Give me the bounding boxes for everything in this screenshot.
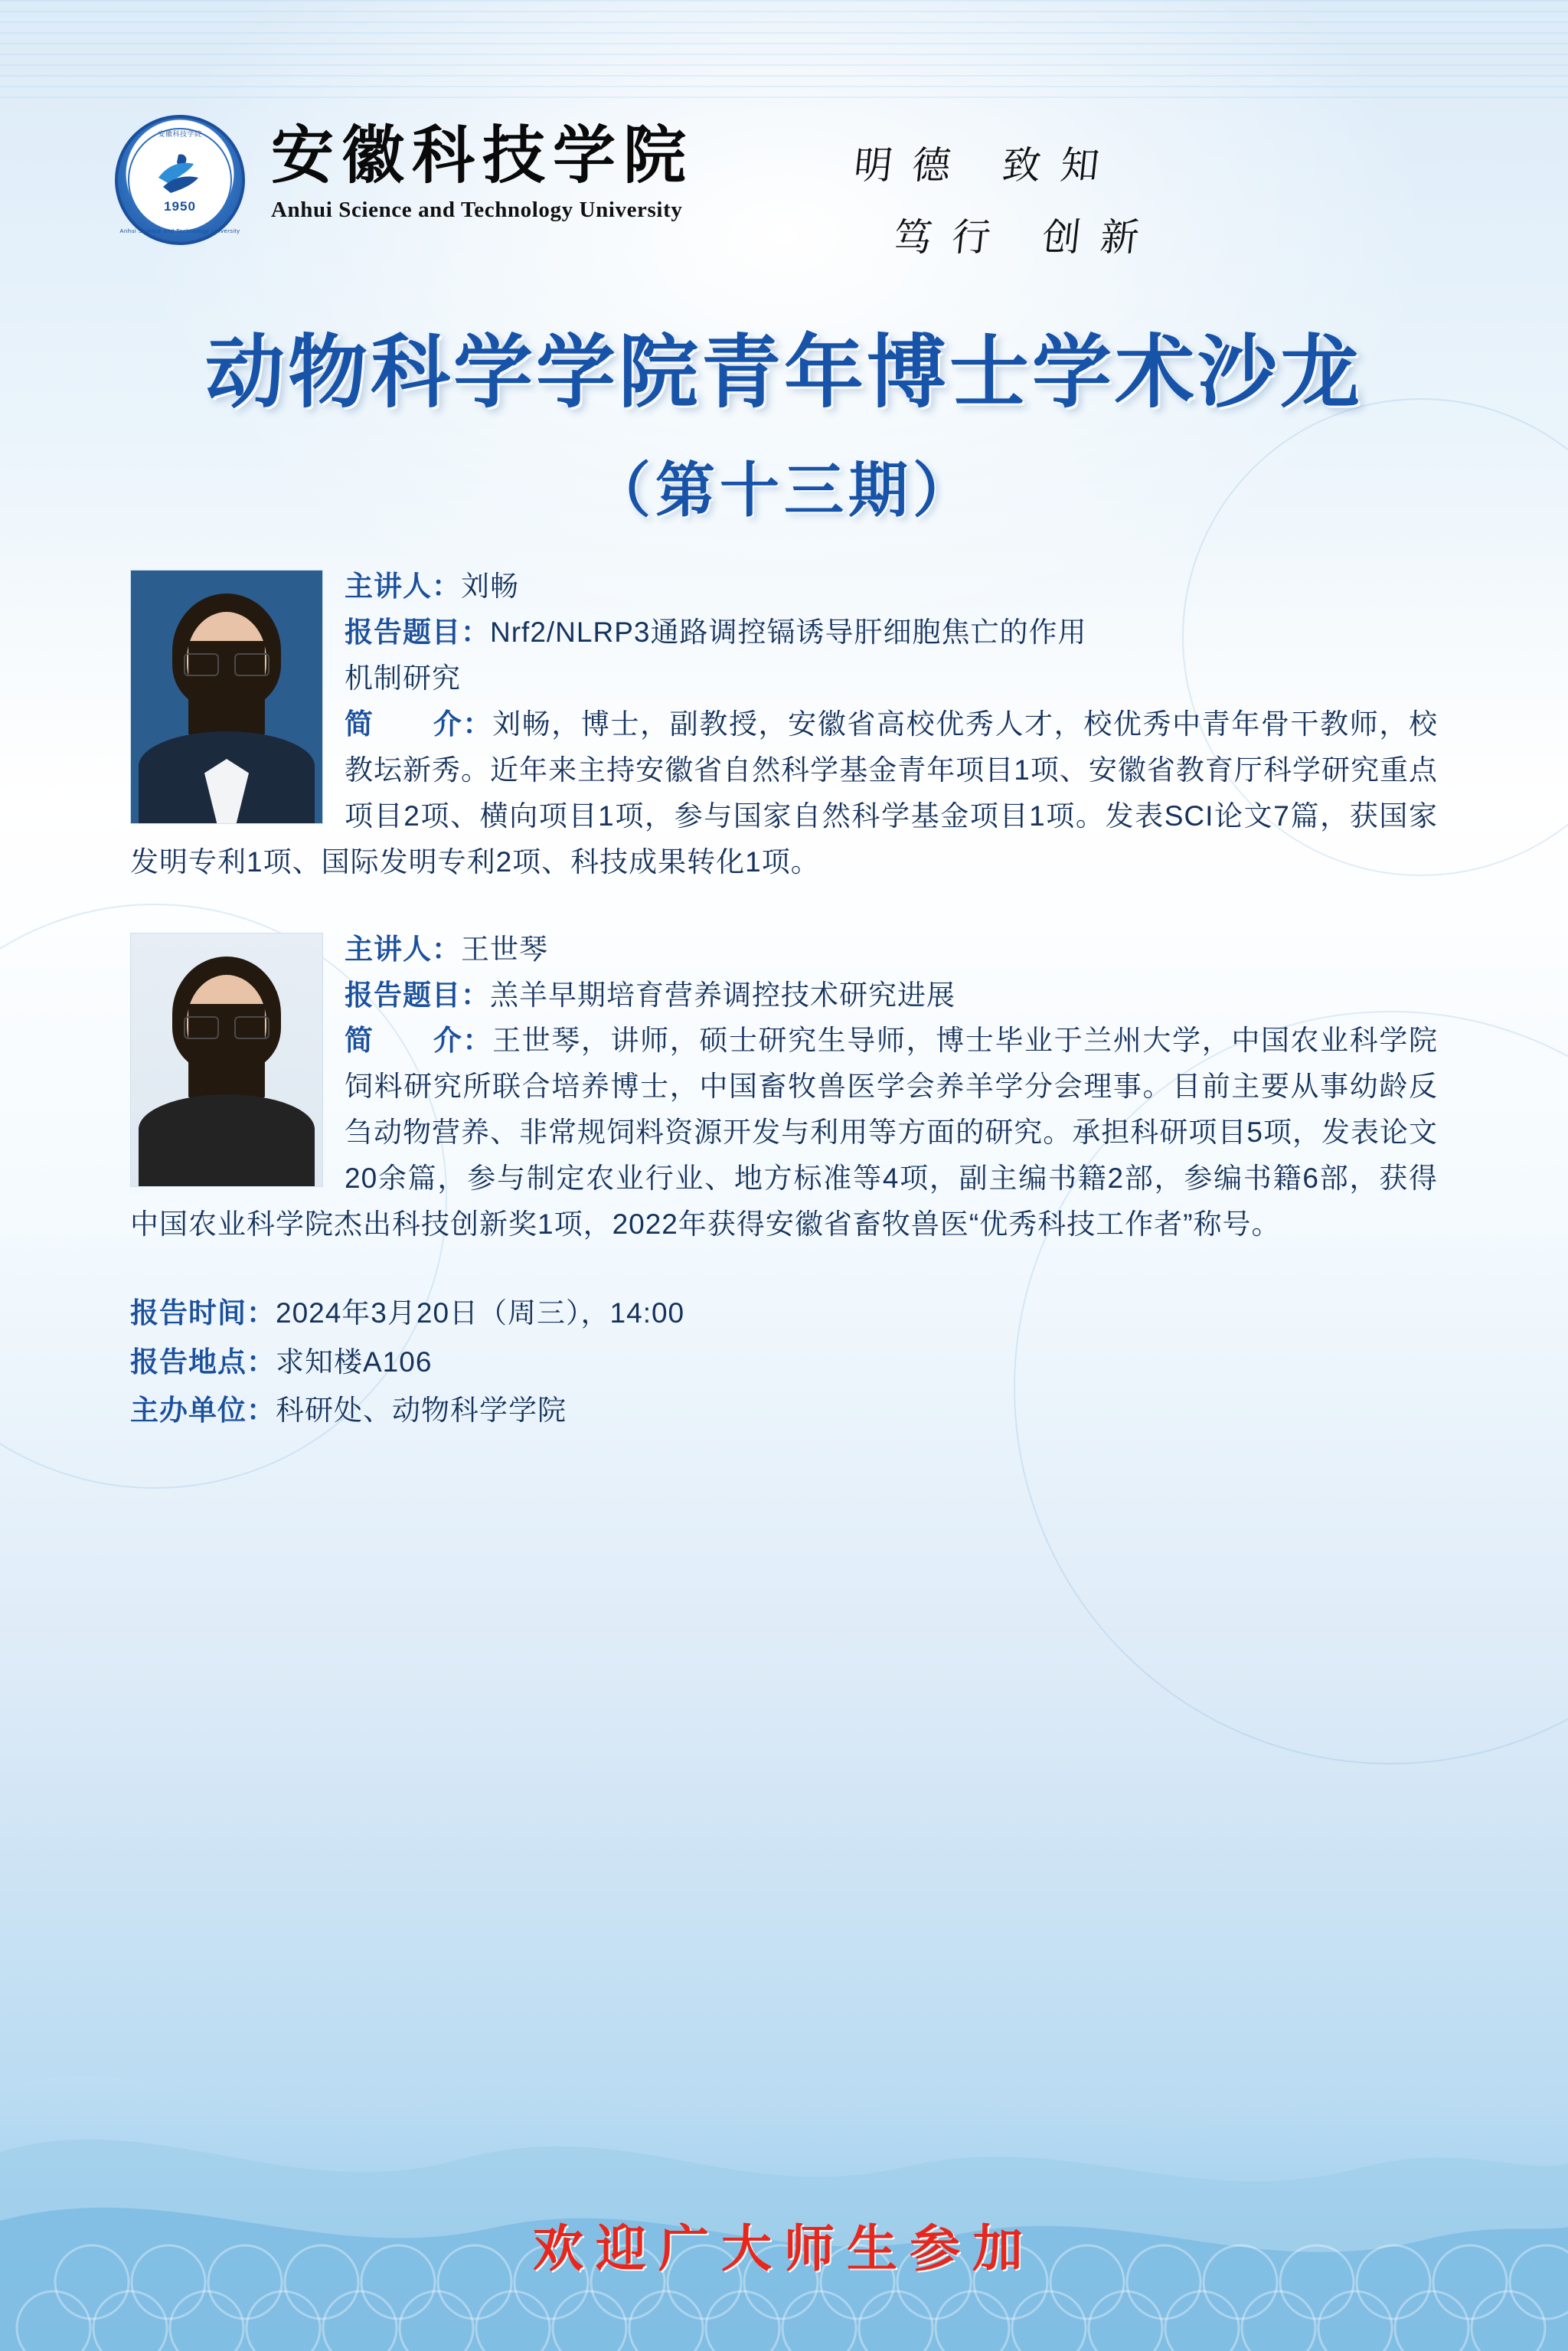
detail-row [130,1386,1438,1435]
topic-text: 羔羊早期培育营养调控技术研究进展 [490,979,956,1011]
detail-row [130,1289,1438,1338]
detail-label-organizer: 主办单位： [130,1395,276,1427]
speaker-name: 刘畅 [461,571,519,602]
university-name-en: Anhui Science and Technology University [271,198,683,223]
motto-line-1: 明德 致知 [851,143,1122,188]
detail-label-time: 报告时间： [130,1297,276,1329]
university-name-cn: 安徽科技学院 [271,119,694,192]
speaker-block [130,927,1438,1248]
topic-line-continued: 机制研究 [345,662,461,694]
bio-paragraph [130,701,1438,885]
bio-text: 王世琴，讲师，硕士研究生导师，博士毕业于兰州大学，中国农业科学院饲料研究所联合培养博士，中国畜牧兽医学会养羊学分会理事。目前主要从事幼龄反刍动物营养、非常规饲料资源开发与利用等方面的研究。承担科研项目5项，发表论文20余篇，参与制定农业行业、地方标准等4项，副主编书籍2部，参编书籍6部，获得中国农业科学院杰出科技创新奖1项，2022年获得安徽省畜牧兽医“优秀科技工作者”称号。 [130,1025,1439,1241]
bio-paragraph [130,1018,1438,1247]
topic-line [130,973,1438,1019]
detail-value-location: 求知楼A106 [276,1346,433,1378]
logo-ring-text-en: Anhui Science and Technology University [119,227,240,234]
logo-ring-text-cn: 安徽科技学院 [158,130,202,138]
speaker-name-line [130,564,1438,610]
bio-label: 简 介： [345,1025,493,1057]
detail-row [130,1338,1438,1387]
bio-text: 刘畅，博士，副教授，安徽省高校优秀人才，校优秀中青年骨干教师，校教坛新秀。近年来主持安徽省自然科学基金青年项目1项、安徽省教育厅科学研究重点项目2项、横向项目1项，参与国家自然科学基金项目1项。发表SCI论文7篇，获国家发明专利1项、国际发明专利2项、科技成果转化1项。 [130,708,1439,878]
poster-content [0,528,1568,1435]
speaker-photo [130,933,323,1187]
university-name-block [271,115,694,223]
speaker-label: 主讲人： [345,571,461,602]
decorative-wave-bottom [0,1922,1568,2351]
speaker-block [130,564,1438,885]
poster-header [0,0,1568,262]
logo-figure-icon [155,152,204,199]
speaker-name: 王世琴 [461,933,548,965]
detail-label-location: 报告地点： [130,1346,276,1378]
university-motto [851,115,1161,262]
event-details [130,1289,1438,1435]
page-title [0,308,1568,528]
detail-value-organizer: 科研处、动物科学学院 [276,1395,567,1427]
university-logo-icon [115,115,245,245]
topic-text: Nrf2/NLRP3通路调控镉诱导肝细胞焦亡的作用 [490,616,1087,648]
motto-line-2: 笃行 创新 [891,215,1161,260]
title-main: 动物科学学院青年博士学术沙龙 [204,325,1363,419]
topic-line [130,610,1438,656]
speaker-name-line [130,927,1438,973]
welcome-banner: 欢迎广大师生参加 [533,2219,1035,2278]
logo-year: 1950 [164,199,196,214]
detail-value-time: 2024年3月20日（周三），14:00 [276,1297,685,1329]
topic-label: 报告题目： [345,616,490,648]
topic-label: 报告题目： [345,979,490,1011]
bio-label: 简 介： [345,708,493,740]
speaker-photo [130,570,323,824]
speaker-label: 主讲人： [345,933,461,965]
title-sub: （第十三期） [590,456,977,525]
